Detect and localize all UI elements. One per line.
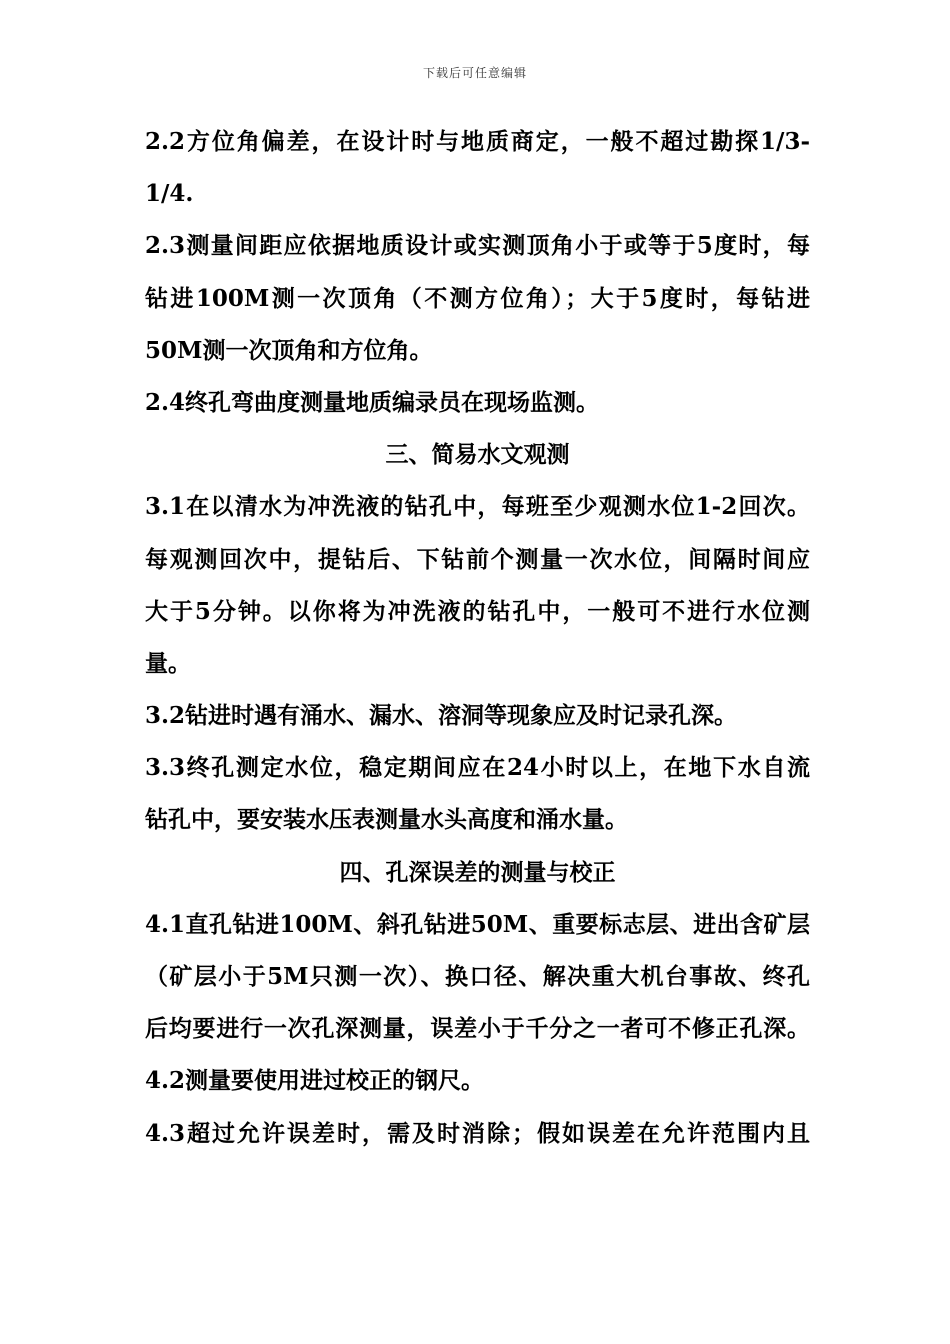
text-line-12: 3.2钻进时遇有涌水、漏水、溶洞等现象应及时记录孔深。 [145,702,738,730]
text-line-17: （矿层小于5M只测一次）、换口径、解决重大机台事故、终孔 [145,963,810,990]
text-line-3: 2.3测量间距应依据地质设计或实测顶角小于或等于5度时，每 [145,232,810,260]
text-line-2: 1/4. [145,180,194,208]
document-body [145,116,810,1160]
text-line-11: 量。 [145,649,191,677]
text-line-4: 钻进100M测一次顶角（不测方位角）；大于5度时，每钻进 [145,284,810,312]
text-line-19: 4.2测量要使用进过校正的钢尺。 [145,1067,485,1095]
text-line-9: 每观测回次中，提钻后、下钻前个测量一次水位，间隔时间应 [145,545,810,573]
section-heading-3: 三、简易水文观测 [385,441,570,469]
text-line-6: 2.4终孔弯曲度测量地质编录员在现场监测。 [145,388,600,416]
text-line-10: 大于5分钟。以你将为冲洗液的钻孔中，一般可不进行水位测 [145,597,810,625]
text-line-13: 3.3终孔测定水位，稳定期间应在24小时以上，在地下水自流 [145,754,810,782]
text-line-20: 4.3超过允许误差时，需及时消除；假如误差在允许范围内且 [145,1119,810,1147]
text-line-14: 钻孔中，要安装水压表测量水头高度和涌水量。 [145,806,628,834]
page-header: 下载后可任意编辑 [422,66,527,80]
text-line-1: 2.2方位角偏差，在设计时与地质商定，一般不超过勘探1/3- [145,128,810,155]
text-line-5: 50M测一次顶角和方位角。 [145,336,433,364]
text-line-8: 3.1在以清水为冲洗液的钻孔中，每班至少观测水位1-2回次。 [145,493,810,521]
text-line-16: 4.1直孔钻进100M、斜孔钻进50M、重要标志层、进出含矿层 [145,910,810,938]
section-heading-4: 四、孔深误差的测量与校正 [339,858,616,886]
text-line-18: 后均要进行一次孔深测量，误差小于千分之一者可不修正孔深。 [145,1015,810,1043]
